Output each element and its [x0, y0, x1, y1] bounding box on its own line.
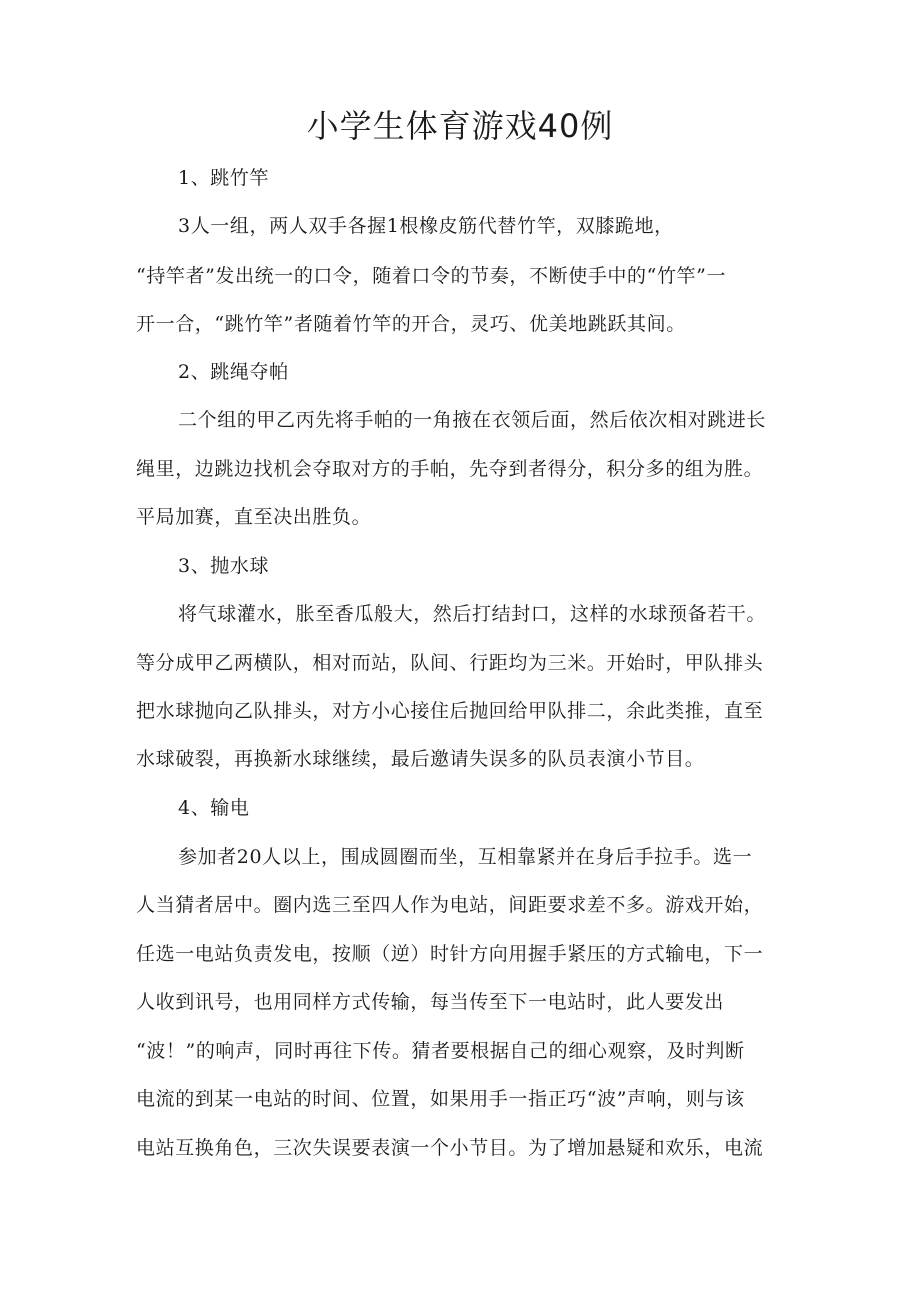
paragraph-line: 开一合，“跳竹竿”者随着竹竿的开合，灵巧、优美地跳跃其间。: [136, 313, 686, 335]
paragraph-line: 人当猜者居中。圈内选三至四人作为电站，间距要求差不多。游戏开始，: [136, 894, 764, 916]
paragraph-line: 电站互换角色，三次失误要表演一个小节目。为了增加悬疑和欢乐，电流: [136, 1137, 764, 1159]
paragraph-line: 将气球灌水，胀至香瓜般大，然后打结封口，这样的水球预备若干。: [178, 603, 767, 625]
paragraph-line: 二个组的甲乙丙先将手帕的一角掖在衣领后面，然后依次相对跳进长: [178, 409, 767, 431]
section-heading-2: 2、跳绳夺帕: [178, 361, 289, 383]
section-heading-1: 1、跳竹竿: [178, 167, 270, 189]
section-heading-3: 3、抛水球: [178, 555, 270, 577]
paragraph-line: 把水球抛向乙队排头，对方小心接住后抛回给甲队排二，余此类推，直至: [136, 700, 764, 722]
section-heading-4: 4、输电: [178, 797, 250, 819]
paragraph-line: 电流的到某一电站的时间、位置，如果用手一指正巧“波”声响，则与该: [136, 1088, 745, 1110]
paragraph-line: “波！”的响声，同时再往下传。猜者要根据自己的细心观察，及时判断: [136, 1040, 745, 1062]
paragraph-line: 水球破裂，再换新水球继续，最后邀请失误多的队员表演小节目。: [136, 748, 705, 770]
paragraph-line: 平局加赛，直至决出胜负。: [136, 506, 372, 528]
paragraph-line: 绳里，边跳边找机会夺取对方的手帕，先夺到者得分，积分多的组为胜。: [136, 458, 764, 480]
page-title: 小学生体育游戏40例: [306, 107, 614, 145]
paragraph-line: 任选一电站负责发电，按顺（逆）时针方向用握手紧压的方式输电，下一: [136, 943, 764, 965]
paragraph-line: 人收到讯号，也用同样方式传输，每当传至下一电站时，此人要发出: [136, 991, 725, 1013]
paragraph-line: “持竿者”发出统一的口令，随着口令的节奏，不断使手中的“竹竿”一: [136, 265, 727, 287]
paragraph-line: 等分成甲乙两横队，相对而站，队间、行距均为三米。开始时，甲队排头: [136, 652, 764, 674]
paragraph-line: 参加者20人以上，围成圆圈而坐，互相靠紧并在身后手拉手。选一: [178, 846, 753, 868]
paragraph-line: 3人一组，两人双手各握1根橡皮筋代替竹竿，双膝跪地，: [178, 215, 674, 237]
